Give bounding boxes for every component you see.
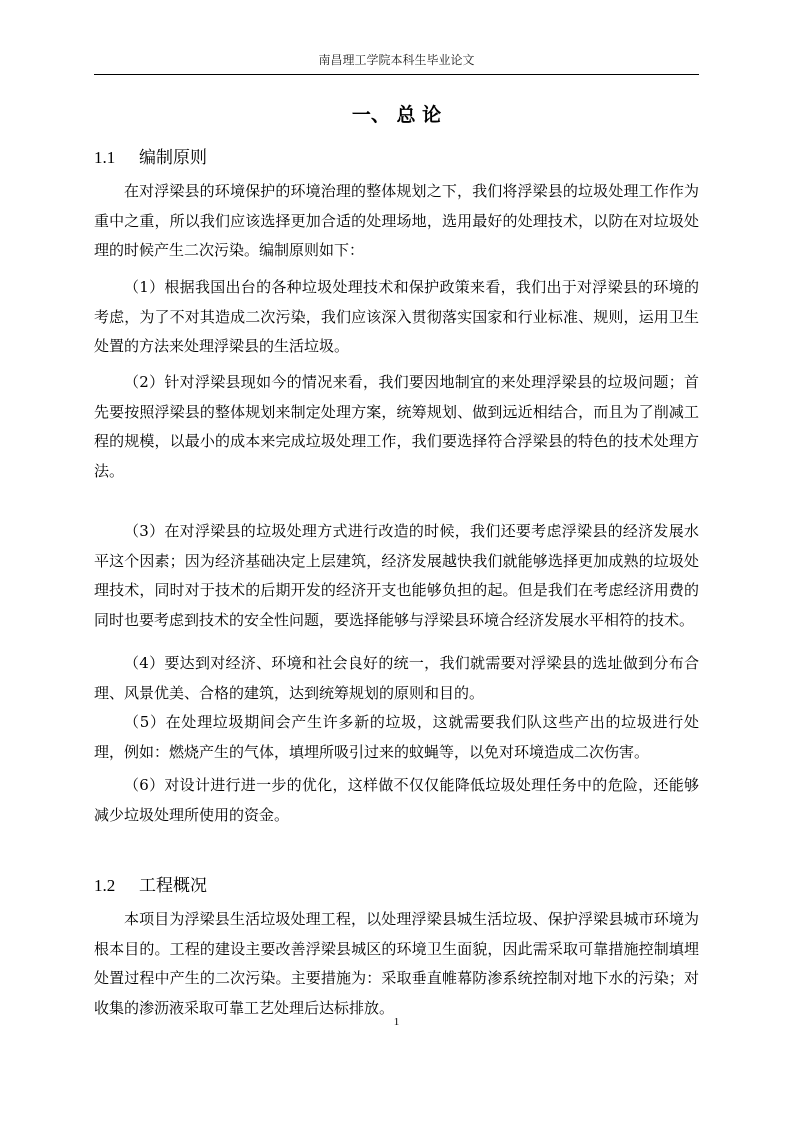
- paragraph-item-2: （2）针对浮梁县现如今的情况来看，我们要因地制宜的来处理浮梁县的垃圾问题；首先要按照浮梁县的整体规划来制定处理方案，统筹规划、做到远近相结合，而且为了削减工程的规模，以最小的成本来完成垃圾处理工作，我们要选择符合浮梁县的特色的技术处理方法。: [94, 373, 699, 480]
- paragraph-item-3: （3）在对浮梁县的垃圾处理方式进行改造的时候，我们还要考虑浮梁县的经济发展水平这个因素；因为经济基础决定上层建筑，经济发展越快我们就能够选择更加成熟的垃圾处理技术，同时对于技术的后期开发的经济开支也能够负担的起。但是我们在考虑经济用费的同时也要考虑到技术的安全性问题，要选择能够与浮梁县环境合经济发展水平相符的技术。: [94, 522, 699, 629]
- paragraph-item-4: （4）要达到对经济、环境和社会良好的统一，我们就需要对浮梁县的选址做到分布合理、风景优美、合格的建筑，达到统筹规划的原则和目的。: [94, 654, 699, 702]
- chapter-title: 一、 总 论: [351, 104, 442, 126]
- section-heading-1-1: [94, 146, 207, 170]
- section-heading-1-2: [94, 874, 207, 898]
- section-number: 1.1: [94, 148, 116, 167]
- section-number: 1.2: [94, 876, 116, 895]
- section-title: 工程概况: [139, 876, 207, 896]
- page-number: 1: [393, 1016, 400, 1028]
- paragraph-item-6: （6）对设计进行进一步的优化，这样做不仅仅能降低垃圾处理任务中的危险，还能够减少垃圾处理所使用的资金。: [94, 776, 699, 824]
- paragraph-item-1: （1）根据我国出台的各种垃圾处理技术和保护政策来看，我们出于对浮梁县的环境的考虑，为了不对其造成二次污染，我们应该深入贯彻落实国家和行业标准、规则，运用卫生处置的方法来处理浮梁县的生活垃圾。: [94, 278, 699, 355]
- paragraph-item-5: （5）在处理垃圾期间会产生许多新的垃圾，这就需要我们队这些产出的垃圾进行处理，例如：燃烧产生的气体，填埋所吸引过来的蚊蝇等，以免对环境造成二次伤害。: [94, 713, 699, 761]
- header-rule: [94, 74, 699, 75]
- section-title: 编制原则: [139, 148, 207, 168]
- running-header: 南昌理工学院本科生毕业论文: [318, 53, 475, 67]
- paragraph-intro: 在对浮梁县的环境保护的环境治理的整体规划之下，我们将浮梁县的垃圾处理工作作为重中之重，所以我们应该选择更加合适的处理场地，选用最好的处理技术，以防在对垃圾处理的时候产生二次污染。编制原则如下：: [94, 182, 699, 259]
- paragraph-project-overview: 本项目为浮梁县生活垃圾处理工程，以处理浮梁县城生活垃圾、保护浮梁县城市环境为根本目的。工程的建设主要改善浮梁县城区的环境卫生面貌，因此需采取可靠措施控制填埋处置过程中产生的二次污染。主要措施为：采取垂直帷幕防渗系统控制对地下水的污染；对收集的渗沥液采取可靠工艺处理后达标排放。: [94, 910, 699, 1017]
